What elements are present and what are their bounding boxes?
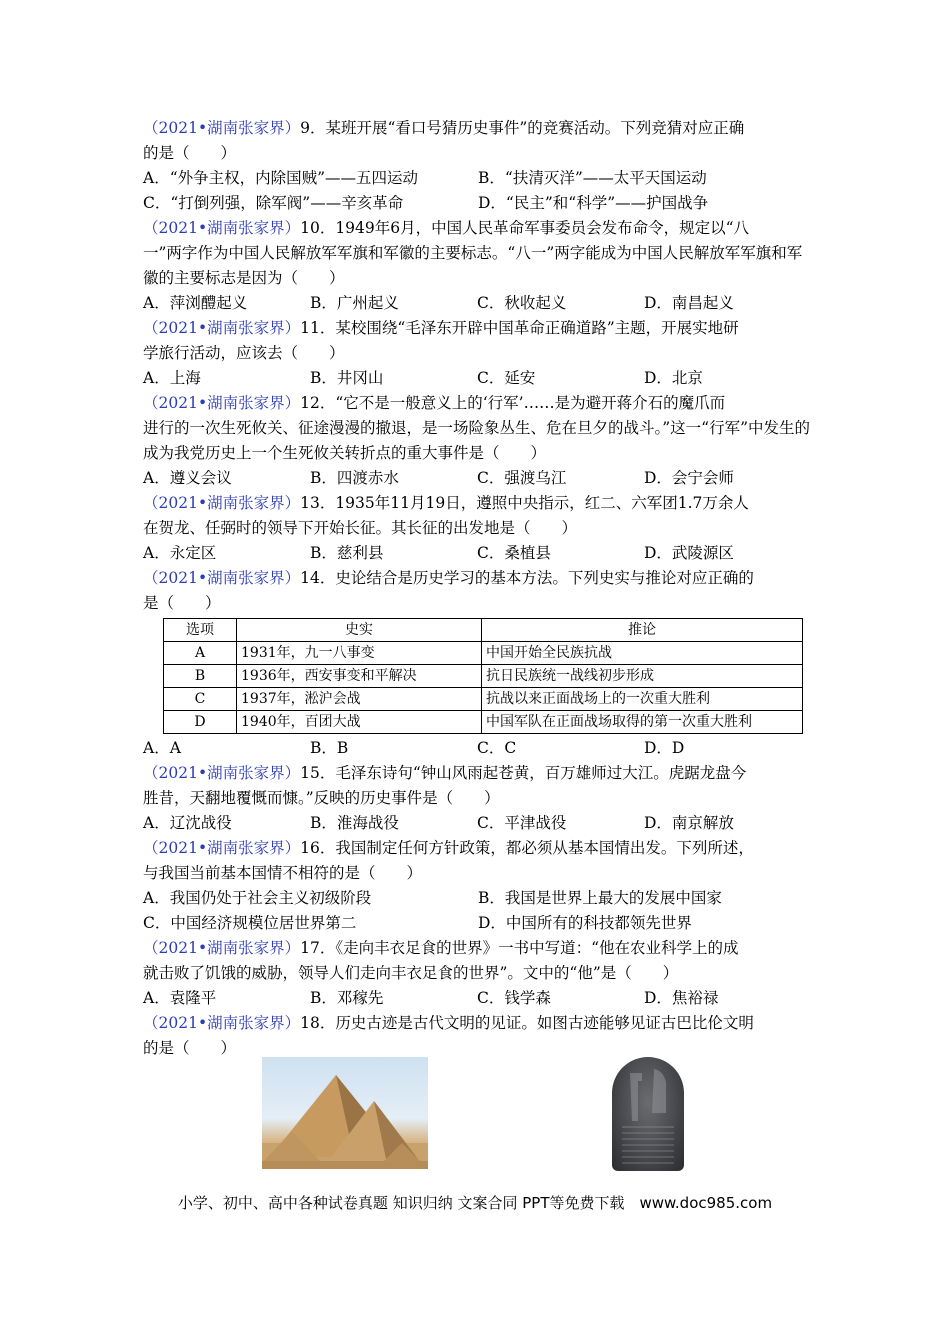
table-cell: 1931年，九一八事变 — [237, 642, 482, 665]
table-cell: 中国军队在正面战场取得的第一次重大胜利 — [482, 711, 803, 734]
table-row — [164, 665, 803, 688]
answer-option: B．我国是世界上最大的发展中国家 — [478, 889, 722, 907]
answer-option: A．上海 — [143, 369, 201, 387]
answer-option: D．D — [644, 739, 685, 757]
question-source: （2021•湖南张家界） — [143, 1014, 301, 1032]
question-source: （2021•湖南张家界） — [143, 219, 301, 237]
answer-option: C．延安 — [477, 369, 536, 387]
answer-options — [143, 911, 813, 936]
question-text-cont: 是（ ） — [143, 594, 221, 612]
answer-option: C．桑植县 — [477, 544, 551, 562]
table-cell: D — [164, 711, 237, 734]
answer-options — [143, 466, 813, 491]
answer-option: C．强渡乌江 — [477, 469, 567, 487]
question-text: 10．1949年6月，中国人民革命军事委员会发布命令，规定以“八 — [300, 219, 750, 237]
answer-options — [143, 291, 813, 316]
answer-option: B．“扶清灭洋”——太平天国运动 — [478, 169, 707, 187]
question-text: 15．毛泽东诗句“钟山风雨起苍黄，百万雄师过大江。虎踞龙盘今 — [300, 764, 747, 782]
question-stem — [143, 216, 813, 291]
question-stem — [143, 1011, 813, 1061]
question-18-images — [262, 1057, 722, 1171]
question-text: 9．某班开展“看口号猜历史事件”的竞赛活动。下列竞猜对应正确 — [300, 119, 745, 137]
answer-table — [163, 618, 803, 734]
answer-options — [143, 986, 813, 1011]
question-source: （2021•湖南张家界） — [143, 494, 301, 512]
question-source: （2021•湖南张家界） — [143, 939, 301, 957]
question-stem — [143, 836, 813, 886]
answer-options — [143, 886, 813, 911]
table-header-row — [164, 619, 803, 642]
question-source: （2021•湖南张家界） — [143, 764, 301, 782]
answer-option: D．中国所有的科技都领先世界 — [478, 914, 692, 932]
answer-option: D．南昌起义 — [644, 294, 734, 312]
question-source: （2021•湖南张家界） — [143, 839, 301, 857]
answer-option: D．武陵源区 — [644, 544, 734, 562]
answer-option: B．慈利县 — [310, 544, 384, 562]
answer-option: C．秋收起义 — [477, 294, 567, 312]
question-text: 14．史论结合是历史学习的基本方法。下列史实与推论对应正确的 — [300, 569, 754, 587]
question-text-cont: 与我国当前基本国情不相符的是（ ） — [143, 864, 423, 882]
question-source: （2021•湖南张家界） — [143, 569, 301, 587]
question-text-cont: 胜昔，天翻地覆慨而慷。”反映的历史事件是（ ） — [143, 789, 500, 807]
answer-option: A．A — [143, 739, 181, 757]
answer-option: A．我国仍处于社会主义初级阶段 — [143, 889, 372, 907]
question-text-cont: 在贺龙、任弼时的领导下开始长征。其长征的出发地是（ ） — [143, 519, 578, 537]
table-cell: C — [164, 688, 237, 711]
question-text: 12．“它不是一般意义上的‘行军’……是为避开蒋介石的魔爪而 — [300, 394, 726, 412]
pyramids-image — [262, 1057, 428, 1169]
answer-options — [143, 166, 813, 191]
question-stem — [143, 761, 813, 811]
answer-option: A．“外争主权，内除国贼”——五四运动 — [143, 169, 419, 187]
answer-option: B．B — [310, 739, 349, 757]
question-list — [143, 116, 813, 1061]
question-source: （2021•湖南张家界） — [143, 119, 301, 137]
answer-options — [143, 366, 813, 391]
question-source: （2021•湖南张家界） — [143, 319, 301, 337]
question-text: 11．某校围绕“毛泽东开辟中国革命正确道路”主题，开展实地研 — [300, 319, 739, 337]
question-stem — [143, 391, 813, 466]
answer-options — [143, 736, 813, 761]
answer-option: D．焦裕禄 — [644, 989, 719, 1007]
table-row — [164, 711, 803, 734]
question-stem — [143, 566, 813, 616]
answer-options — [143, 541, 813, 566]
answer-option: A．袁隆平 — [143, 989, 217, 1007]
answer-option: B．井冈山 — [310, 369, 384, 387]
answer-option: A．辽沈战役 — [143, 814, 232, 832]
question-stem — [143, 316, 813, 366]
answer-option: A．遵义会议 — [143, 469, 232, 487]
answer-option: C．平津战役 — [477, 814, 567, 832]
question-text: 16．我国制定任何方针政策，都必须从基本国情出发。下列所述， — [300, 839, 754, 857]
question-stem — [143, 491, 813, 541]
question-stem — [143, 936, 813, 986]
question-source: （2021•湖南张家界） — [143, 394, 301, 412]
answer-option: C．钱学森 — [477, 989, 551, 1007]
table-cell: 1940年，百团大战 — [237, 711, 482, 734]
stele-image — [612, 1057, 684, 1171]
table-cell: B — [164, 665, 237, 688]
question-text: 18．历史古迹是古代文明的见证。如图古迹能够见证古巴比伦文明 — [300, 1014, 754, 1032]
answer-option: D．南京解放 — [644, 814, 734, 832]
question-text: 13．1935年11月19日，遵照中央指示，红二、六军团1.7万余人 — [300, 494, 749, 512]
table-header: 推论 — [482, 619, 803, 642]
table-cell: 抗日民族统一战线初步形成 — [482, 665, 803, 688]
table-cell: 抗战以来正面战场上的一次重大胜利 — [482, 688, 803, 711]
answer-option: D．“民主”和“科学”——护国战争 — [478, 194, 709, 212]
question-stem — [143, 116, 813, 166]
answer-option: C．中国经济规模位居世界第二 — [143, 914, 357, 932]
answer-option: A．永定区 — [143, 544, 217, 562]
question-text-cont: 进行的一次生死攸关、征途漫漫的撤退，是一场险象丛生、危在旦夕的战斗。”这一“行军”中发生的成为我党历史上一个生死攸关转折点的重大事件是（ ） — [143, 419, 811, 462]
answer-option: C．“打倒列强，除军阀”——辛亥革命 — [143, 194, 404, 212]
table-cell: 1937年，淞沪会战 — [237, 688, 482, 711]
question-text-cont: 的是（ ） — [143, 1039, 237, 1057]
answer-option: B．淮海战役 — [310, 814, 399, 832]
table-header: 选项 — [164, 619, 237, 642]
table-row — [164, 688, 803, 711]
question-text: 17．《走向丰衣足食的世界》一书中写道：“他在农业科学上的成 — [300, 939, 739, 957]
page-footer: 小学、初中、高中各种试卷真题 知识归纳 文案合同 PPT等免费下载 www.doc985.com — [177, 1194, 773, 1212]
answer-options — [143, 811, 813, 836]
question-text-cont: 的是（ ） — [143, 144, 237, 162]
table-cell: 1936年，西安事变和平解决 — [237, 665, 482, 688]
table-row — [164, 642, 803, 665]
answer-option: B．邓稼先 — [310, 989, 384, 1007]
answer-option: D．北京 — [644, 369, 703, 387]
question-text-cont: 一”两字作为中国人民解放军军旗和军徽的主要标志。“八一”两字能成为中国人民解放军军旗和军徽的主要标志是因为（ ） — [143, 244, 803, 287]
question-text-cont: 就击败了饥饿的威胁，领导人们走向丰衣足食的世界”。文中的“他”是（ ） — [143, 964, 679, 982]
table-header: 史实 — [237, 619, 482, 642]
table-cell: A — [164, 642, 237, 665]
answer-option: D．会宁会师 — [644, 469, 734, 487]
answer-option: C．C — [477, 739, 517, 757]
answer-option: A．萍浏醴起义 — [143, 294, 248, 312]
table-cell: 中国开始全民族抗战 — [482, 642, 803, 665]
answer-options — [143, 191, 813, 216]
question-text-cont: 学旅行活动，应该去（ ） — [143, 344, 345, 362]
answer-option: B．广州起义 — [310, 294, 399, 312]
answer-option: B．四渡赤水 — [310, 469, 399, 487]
